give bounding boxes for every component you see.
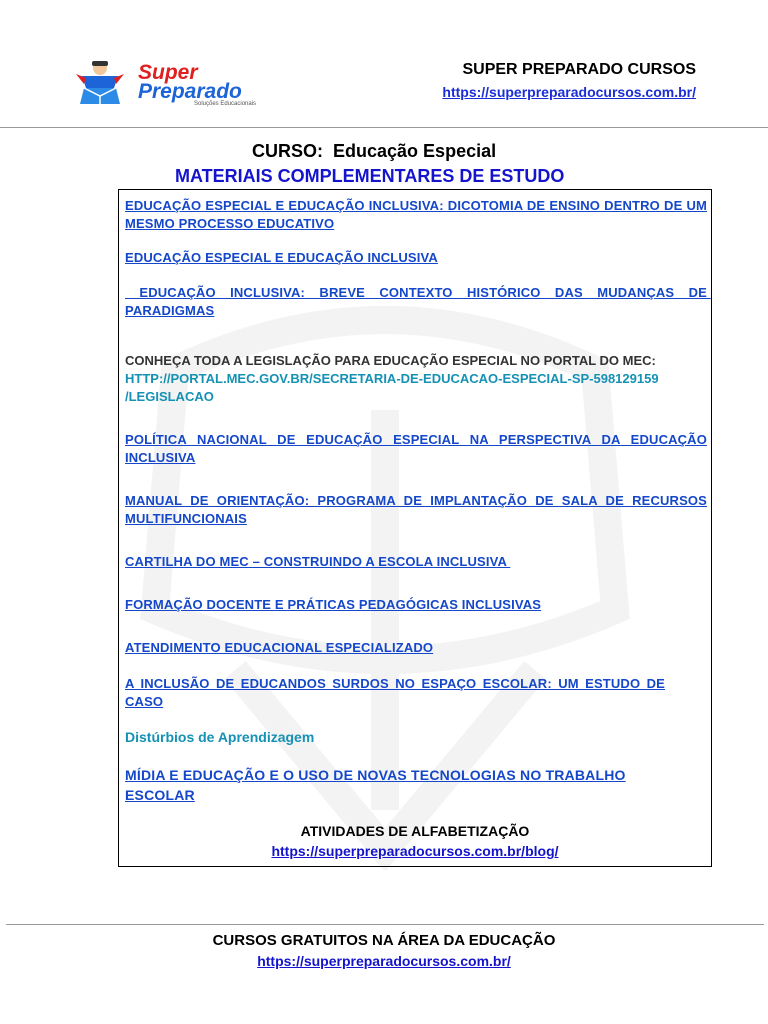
page-header [0,0,768,128]
legislation-text: CONHEÇA TODA A LEGISLAÇÃO PARA EDUCAÇÃO ESPECIAL NO PORTAL DO MEC: [125,353,656,368]
activities-title: ATIVIDADES DE ALFABETIZAÇÃO [300,823,530,839]
materials-title: MATERIAIS COMPLEMENTARES DE ESTUDO [175,166,565,186]
material-link-4[interactable]: POLÍTICA NACIONAL DE EDUCAÇÃO ESPECIAL NA PERSPECTIVA DA EDUCAÇÃO INCLUSIVA [125,432,707,465]
svg-text:Preparado: Preparado [138,80,242,103]
materials-box [118,189,712,867]
company-name: SUPER PREPARADO CURSOS [462,61,696,78]
svg-text:Super: Super [138,61,198,84]
material-link-5[interactable]: MANUAL DE ORIENTAÇÃO: PROGRAMA DE IMPLANTAÇÃO DE SALA DE RECURSOS MULTIFUNCIONAIS [125,493,707,526]
legislation-url-line-2[interactable]: /LEGISLACAO [125,389,214,404]
material-link-8[interactable]: ATENDIMENTO EDUCACIONAL ESPECIALIZADO [125,640,434,655]
super-preparado-logo [74,58,299,108]
material-link-10[interactable]: Distúrbios de Aprendizagem [125,729,315,745]
material-link-3[interactable]: EDUCAÇÃO INCLUSIVA: BREVE CONTEXTO HISTÓRICO DAS MUDANÇAS DE PARADIGMAS [125,285,711,318]
footer-divider [6,924,764,925]
material-link-11[interactable]: MÍDIA E EDUCAÇÃO E O USO DE NOVAS TECNOLOGIAS NO TRABALHO ESCOLAR [125,767,626,803]
footer-title: CURSOS GRATUITOS NA ÁREA DA EDUCAÇÃO [212,932,556,949]
material-link-2[interactable]: EDUCAÇÃO ESPECIAL E EDUCAÇÃO INCLUSIVA [125,250,438,265]
svg-text:Soluções Educacionais: Soluções Educacionais [194,101,257,107]
mascot-icon [76,61,124,104]
course-title: CURSO: Educação Especial [252,141,497,161]
header-divider [0,127,768,128]
material-link-1[interactable]: EDUCAÇÃO ESPECIAL E EDUCAÇÃO INCLUSIVA: DICOTOMIA DE ENSINO DENTRO DE UM MESMO PROCESSO EDUCATIVO [125,198,707,231]
footer-url-link[interactable]: https://superpreparadocursos.com.br/ [257,953,511,969]
material-link-7[interactable]: FORMAÇÃO DOCENTE E PRÁTICAS PEDAGÓGICAS INCLUSIVAS [125,597,542,612]
company-url-link[interactable]: https://superpreparadocursos.com.br/ [442,84,696,100]
material-link-9[interactable]: A INCLUSÃO DE EDUCANDOS SURDOS NO ESPAÇO ESCOLAR: UM ESTUDO DE CASO [125,676,665,709]
blog-url-link[interactable]: https://superpreparadocursos.com.br/blog/ [271,843,559,859]
legislation-url-line-1[interactable]: HTTP://PORTAL.MEC.GOV.BR/SECRETARIA-DE-EDUCACAO-ESPECIAL-SP-598129159 [125,371,659,386]
material-link-6[interactable]: CARTILHA DO MEC – CONSTRUINDO A ESCOLA INCLUSIVA [125,554,511,569]
